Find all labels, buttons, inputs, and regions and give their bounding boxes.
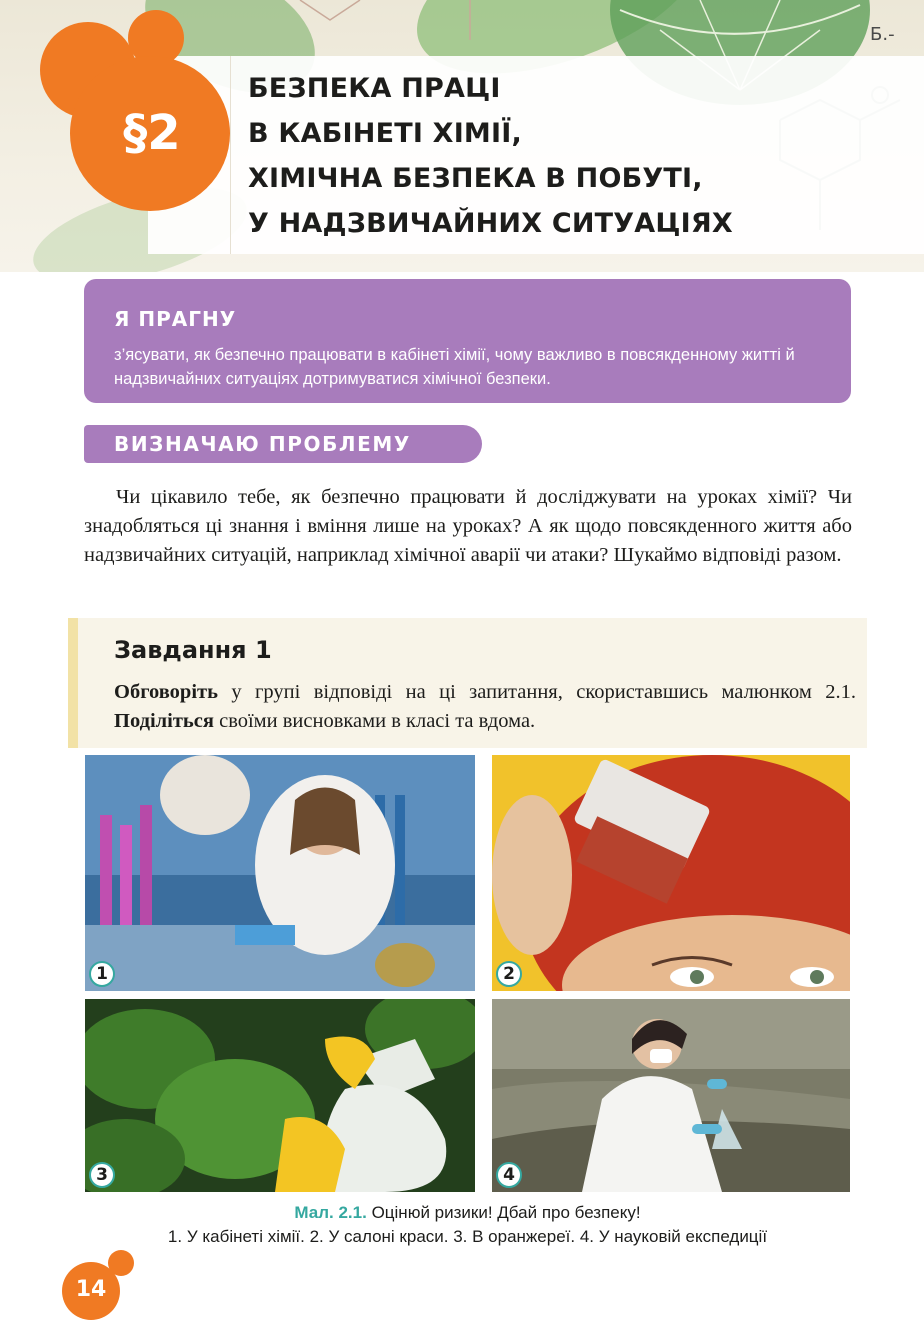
photo-number: 4 [496, 1162, 522, 1188]
task-title: Завдання 1 [114, 636, 272, 664]
problem-tab [84, 425, 482, 463]
figure-caption [85, 1203, 850, 1223]
greenhouse-illustration [85, 999, 475, 1192]
photo-hair-salon [492, 755, 850, 991]
photo-greenhouse [85, 999, 475, 1192]
hair-dye-illustration [492, 755, 850, 991]
problem-text: Чи цікавило тебе, як безпечно працювати й досліджувати на уроках хімії? Чи знадобляться ці знання і вміння лише на уроках? А як щодо повсякденного життя або надзвичайних ситуацій, наприклад хімічної аварії чи атаки? Шукаймо відповіді разом. [84, 486, 852, 566]
photo-chemistry-lab [85, 755, 475, 991]
photo-number: 3 [89, 1162, 115, 1188]
lab-illustration [85, 755, 475, 991]
title-line: ХІМІЧНА БЕЗПЕКА В ПОБУТІ, [248, 163, 703, 194]
photo-number: 1 [89, 961, 115, 987]
expedition-illustration [492, 999, 850, 1192]
page-title [248, 66, 888, 246]
task-text [114, 678, 856, 736]
paragraph-number: §2 [123, 105, 181, 161]
title-line: У НАДЗВИЧАЙНИХ СИТУАЦІЯХ [248, 208, 733, 239]
problem-label: ВИЗНАЧАЮ ПРОБЛЕМУ [114, 432, 411, 456]
figure-label: Мал. 2.1. [294, 1203, 367, 1222]
task-text-part: своїми висновками в класі та вдома. [213, 710, 536, 732]
svg-text:Б.-: Б.- [870, 24, 895, 45]
task-bold-verb: Обговоріть [114, 681, 218, 703]
task-text-part: у групі відповіді на ці запитання, скориставшись малюнком 2.1. [217, 681, 856, 703]
goal-text: з’ясувати, як безпечно працювати в кабінеті хімії, чому важливо в повсякденному житті й надзвичайних ситуаціях дотримуватися хімічної безпеки. [114, 346, 795, 388]
title-line: БЕЗПЕКА ПРАЦІ [248, 73, 501, 104]
figure-title: Оцінюй ризики! Дбай про безпеку! [366, 1203, 641, 1222]
goal-title: Я ПРАГНУ [114, 307, 237, 331]
figure-caption-items: 1. У кабінеті хімії. 2. У салоні краси. 3. В оранжереї. 4. У науковій експедиції [167, 1227, 768, 1246]
task-box [68, 618, 867, 748]
goal-box [84, 279, 851, 403]
photo-number: 2 [496, 961, 522, 987]
task-bold-verb: Поділіться [114, 710, 214, 732]
photo-expedition [492, 999, 850, 1192]
page-number: 14 [75, 1277, 107, 1302]
title-line: В КАБІНЕТІ ХІМІЇ, [248, 118, 522, 149]
